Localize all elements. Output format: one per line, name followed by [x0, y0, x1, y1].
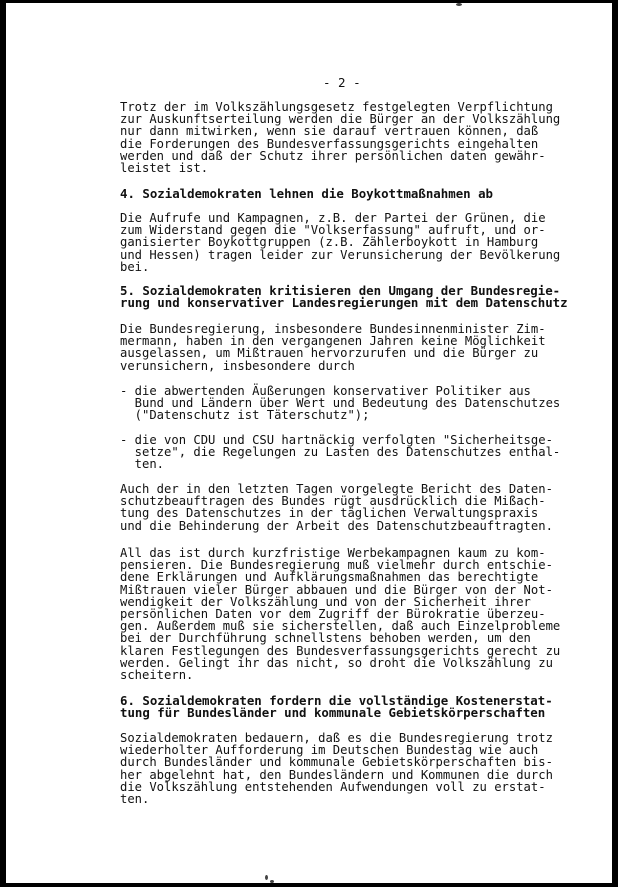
paragraph-government	[120, 323, 580, 372]
page-number: - 2 -	[323, 75, 361, 90]
bullet-item-statements	[120, 385, 580, 422]
paragraph-costs	[120, 732, 580, 805]
paragraph-campaigns	[120, 547, 580, 681]
heading-text: 5. Sozialdemokraten kritisieren den Umgang der Bundesregie- rung und konservativer Landesregierungen mit dem Datenschutz	[120, 283, 568, 311]
document-page	[6, 3, 612, 883]
paragraph-intro	[120, 101, 580, 174]
section-6-heading	[120, 695, 580, 720]
scan-speck	[270, 880, 274, 883]
bullet-text: - die von CDU und CSU hartnäckig verfolgten "Sicherheitsge- setze", die Regelungen zu Lasten des Datenschutzes enthal- ten.	[120, 433, 561, 472]
heading-text: 6. Sozialdemokraten fordern die vollständige Kostenerstat- tung für Bundesländer und kommunale Gebietskörperschaften	[120, 693, 553, 721]
heading-text: 4. Sozialdemokraten lehnen die Boykottmaßnahmen ab	[120, 186, 493, 201]
scan-speck	[456, 3, 462, 6]
bullet-text: - die abwertenden Äußerungen konservativer Politiker aus Bund und Ländern über Wert und Bedeutung des Datenschutzes ("Datenschutz ist Täterschutz");	[120, 384, 561, 423]
paragraph-report	[120, 483, 580, 532]
paragraph-text: All das ist durch kurzfristige Werbekampagnen kaum zu kom- pensieren. Die Bundesregierung muß vielmehr durch entschie- dene Erklärungen und Aufklärungsmaßnahmen das berechtigte Mißtrauen vieler Bürger abbauen und die Bürger von der Not- wendigkeit der Volkszählung und von der Sicherheit ihrer persönlichen Daten vor dem Zugriff der Bürokratie überzeu- gen. Außerdem muß sie sicherstellen, daß auch Einzelprobleme bei der Durchführung schnellstens behoben werden, um den klaren Festlegungen des Bundesverfassungsgerichts gerecht zu werden. Gelingt ihr das nicht, so droht die Volkszählung zu scheitern.	[120, 546, 561, 683]
paragraph-text: Die Aufrufe und Kampagnen, z.B. der Partei der Grünen, die zum Widerstand gegen die "Volkserfassung" aufruft, und or- ganisierter Boykottgruppen (z.B. Zählerboykott in Hamburg und Hessen) tragen leider zur Verunsicherung der Bevölkerung bei.	[120, 211, 561, 274]
scan-speck	[265, 875, 268, 880]
paragraph-boycott	[120, 212, 580, 273]
paragraph-text: Trotz der im Volkszählungsgesetz festgelegten Verpflichtung zur Auskunftserteilung werden die Bürger an der Volkszählung nur dann mitwirken, wenn sie darauf vertrauen können, daß die Forderungen des Bundesverfassungsgerichts eingehalten werden und daß der Schutz ihrer persönlichen daten gewähr- leistet ist.	[120, 100, 561, 176]
paragraph-text: Sozialdemokraten bedauern, daß es die Bundesregierung trotz wiederholter Aufforderung im Deutschen Bundestag wie auch durch Bundesländer und kommunale Gebietskörperschaften bis- her abgelehnt hat, den Bundesländern und Kommunen die durch die Volkszählung entstehenden Aufwendungen voll zu erstat- ten.	[120, 731, 553, 807]
paragraph-text: Auch der in den letzten Tagen vorgelegte Bericht des Daten- schutzbeauftragen des Bundes rügt ausdrücklich die Mißach- tung des Datenschutzes in der täglichen Verwaltungspraxis und die Behinderung der Arbeit des Datenschutzbeauftragten.	[120, 482, 553, 533]
bullet-item-security-laws	[120, 434, 580, 471]
section-4-heading	[120, 188, 580, 200]
section-5-heading	[120, 285, 580, 310]
paragraph-text: Die Bundesregierung, insbesondere Bundesinnenminister Zim- mermann, haben in den vergangenen Jahren keine Möglichkeit ausgelassen, um Mißtrauen hervorzurufen und die Bürger zu verunsichern, insbesondere durch	[120, 322, 546, 373]
